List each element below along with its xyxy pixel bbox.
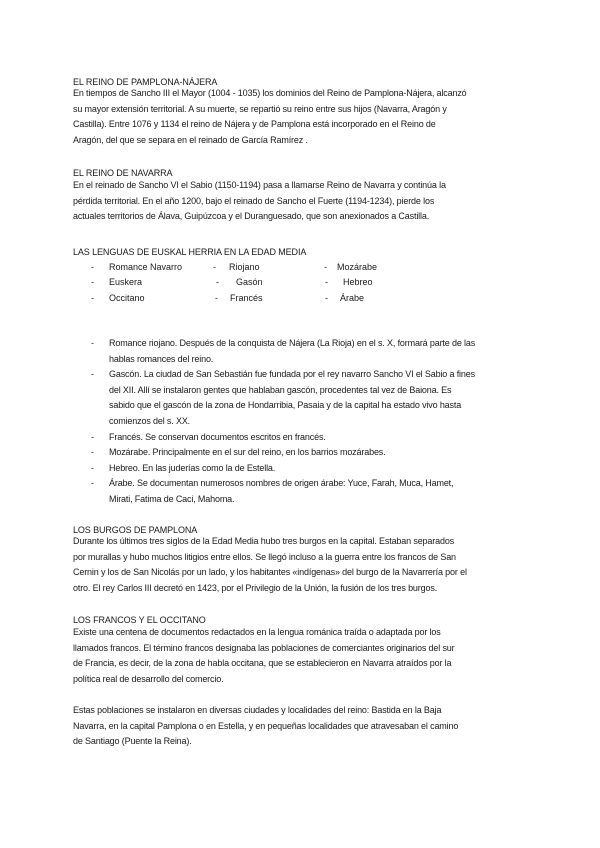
heading-reino-pamplona-najera: EL REINO DE PAMPLONA-NÁJERA bbox=[73, 77, 218, 87]
text-line: Aragón, del que se separa en el reinado de García Ramírez . bbox=[73, 134, 308, 145]
text-line: Cernin y los de San Nicolás por un lado, y los habitantes «indígenas» del burgo de la Navarrería por el bbox=[73, 567, 467, 578]
text-line: Hebreo. En las juderías como la de Estella. bbox=[109, 463, 276, 473]
list-dash: - bbox=[213, 262, 216, 272]
list-dash: - bbox=[91, 293, 94, 303]
text-line: comienzos del s. XX. bbox=[109, 415, 191, 426]
language-item: Mozárabe bbox=[337, 262, 378, 272]
paragraph-francos-1 bbox=[73, 625, 533, 687]
list-dash: - bbox=[91, 463, 94, 473]
language-item: Romance Navarro bbox=[109, 262, 183, 272]
list-dash: - bbox=[215, 293, 218, 303]
text-line: Durante los últimos tres siglos de la Edad Media hubo tres burgos en la capital. Estaban separados bbox=[73, 536, 455, 546]
text-line: hablas romances del reino. bbox=[109, 353, 214, 364]
text-line: otro. El rey Carlos III decretó en 1423, por el Privilegio de la Unión, la fusión de los tres burgos. bbox=[73, 582, 438, 593]
heading-lenguas: LAS LENGUAS DE EUSKAL HERRIA EN LA EDAD MEDIA bbox=[73, 247, 307, 257]
language-item: Euskera bbox=[109, 277, 143, 287]
text-line: Castilla). Entre 1076 y 1134 el reino de Nájera y de Pamplona está incorporado en el Reino de bbox=[73, 119, 436, 130]
text-line: su mayor extensión territorial. A su muerte, se repartió su reino entre sus hijos (Navarra, Aragón y bbox=[73, 103, 447, 114]
text-line: de Francia, es decir, de la zona de habla occitana, que se establecieron en Navarra atraídos por la bbox=[73, 658, 452, 669]
text-line: En tiempos de Sancho III el Mayor (1004 - 1035) los dominios del Reino de Pamplona-Nájera, alcanzó bbox=[73, 88, 467, 98]
paragraph-reino-navarra bbox=[73, 178, 533, 225]
text-line: En el reinado de Sancho VI el Sabio (1150-1194) pasa a llamarse Reino de Navarra y continúa la bbox=[73, 180, 446, 190]
text-line: Francés. Se conservan documentos escritos en francés. bbox=[109, 432, 326, 442]
language-row bbox=[91, 261, 411, 273]
list-dash: - bbox=[325, 293, 328, 303]
heading-burgos: LOS BURGOS DE PAMPLONA bbox=[73, 525, 198, 535]
text-line: del XII. Allí se instalaron gentes que hablaban gascón, procedentes tal vez de Baiona. Es bbox=[109, 384, 452, 395]
text-line: sabido que el gascón de la zona de Hondarribia, Pasaia y de la capital ha estado vivo hasta bbox=[109, 400, 462, 411]
text-line: Mozárabe. Principalmente en el sur del reino, en los barrios mozárabes. bbox=[109, 447, 386, 457]
text-line: política real de desarrollo del comercio. bbox=[73, 673, 224, 684]
language-row bbox=[91, 276, 411, 288]
list-dash: - bbox=[91, 262, 94, 272]
text-line: Estas poblaciones se instalaron en diversas ciudades y localidades del reino: Bastida en la Baja bbox=[73, 705, 442, 715]
list-dash: - bbox=[91, 447, 94, 457]
list-dash: - bbox=[91, 369, 94, 379]
language-item: Hebreo bbox=[343, 277, 373, 287]
language-item: Francés bbox=[230, 293, 263, 303]
list-dash: - bbox=[91, 432, 94, 442]
list-dash: - bbox=[91, 478, 94, 488]
text-line: Existe una centena de documentos redactados en la lengua románica traída o adaptada por los bbox=[73, 627, 441, 637]
heading-reino-navarra: EL REINO DE NAVARRA bbox=[73, 168, 173, 178]
text-line: Árabe. Se documentan numerosos nombres de origen árabe: Yuce, Farah, Muca, Hamet, bbox=[109, 478, 454, 488]
paragraph-burgos bbox=[73, 534, 533, 596]
language-row bbox=[91, 292, 411, 304]
list-dash: - bbox=[324, 262, 327, 272]
list-dash: - bbox=[91, 338, 94, 348]
language-item: Riojano bbox=[229, 262, 260, 272]
language-item: Gasón bbox=[236, 277, 263, 287]
text-line: Gascón. La ciudad de San Sebastián fue fundada por el rey navarro Sancho VI el Sabio a fines bbox=[109, 369, 475, 379]
list-dash: - bbox=[325, 277, 328, 287]
language-item: Occitano bbox=[109, 293, 145, 303]
language-item: Árabe bbox=[340, 293, 365, 303]
text-line: Mirati, Fatima de Caci, Mahoma. bbox=[109, 493, 235, 504]
list-dash: - bbox=[91, 277, 94, 287]
list-dash: - bbox=[216, 277, 219, 287]
text-line: Navarra, en la capital Pamplona o en Estella, y en pequeñas localidades que atravesaban el camino bbox=[73, 720, 459, 731]
text-line: por murallas y hubo muchos litigios entre ellos. Se llegó incluso a la guerra entre los francos de San bbox=[73, 551, 456, 562]
paragraph-reino-pamplona-najera bbox=[73, 86, 533, 148]
heading-francos: LOS FRANCOS Y EL OCCITANO bbox=[73, 615, 206, 625]
text-line: de Santiago (Puente la Reina). bbox=[73, 736, 192, 747]
text-line: Romance riojano. Después de la conquista de Nájera (La Rioja) en el s. X, formará parte de las bbox=[109, 338, 476, 348]
text-line: llamados francos. El término francos designaba las poblaciones de comerciantes originarios del sur bbox=[73, 642, 455, 653]
text-line: actuales territorios de Álava, Guipúzcoa y el Duranguesado, que son anexionados a Castilla. bbox=[73, 211, 430, 222]
paragraph-francos-2 bbox=[73, 703, 533, 750]
text-line: pérdida territorial. En el año 1200, bajo el reinado de Sancho el Fuerte (1194-1234), pierde los bbox=[73, 195, 435, 206]
